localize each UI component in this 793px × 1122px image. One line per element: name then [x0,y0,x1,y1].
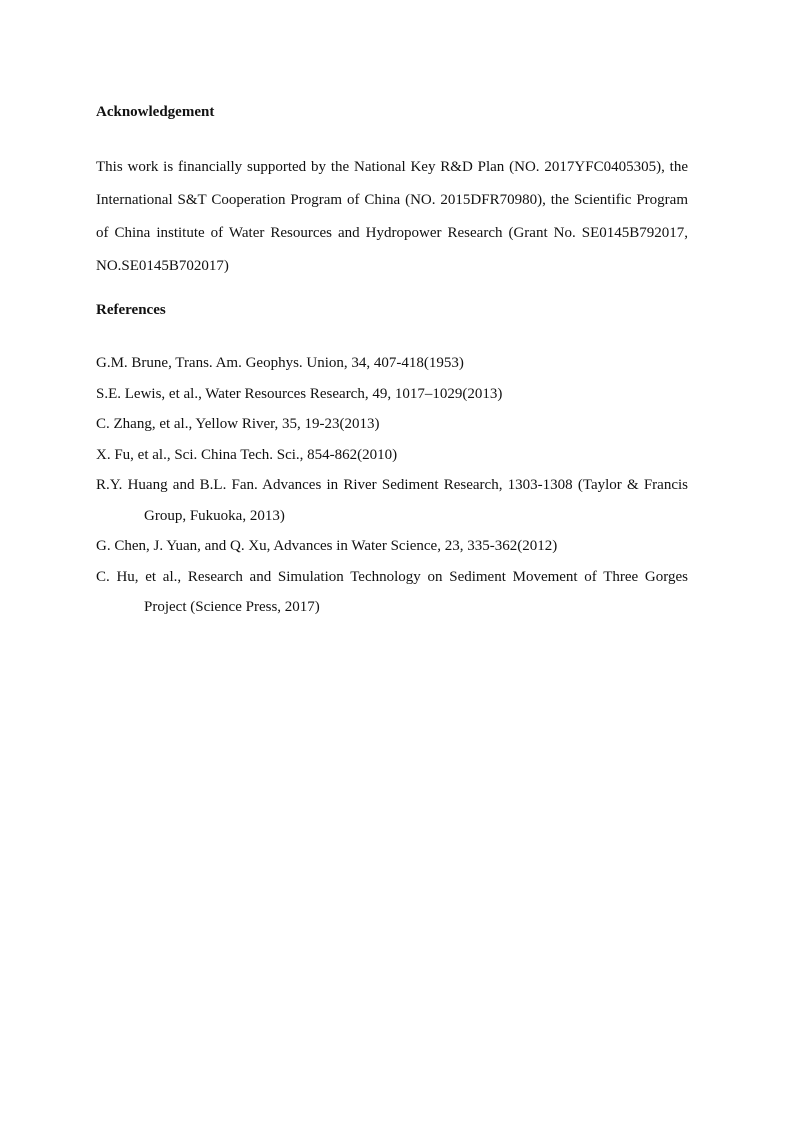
reference-item: S.E. Lewis, et al., Water Resources Research, 49, 1017–1029(2013) [96,385,503,402]
reference-item: G.M. Brune, Trans. Am. Geophys. Union, 34, 407-418(1953) [96,355,464,371]
reference-item: G. Chen, J. Yuan, and Q. Xu, Advances in Water Science, 23, 335-362(2012) [96,538,558,554]
references-heading: References [96,302,166,318]
reference-item: R.Y. Huang and B.L. Fan. Advances in River Sediment Research, 1303-1308 (Taylor & Francis Group, Fukuoka, 2013) [96,477,688,524]
acknowledgement-heading: Acknowledgement [96,104,215,120]
reference-item: C. Zhang, et al., Yellow River, 35, 19-23(2013) [96,416,380,432]
acknowledgement-body: This work is financially supported by the National Key R&D Plan (NO. 2017YFC0405305), the International S&T Cooperation Program of China (NO. 2015DFR70980), the Scientific Program of China institute of Water Resources and Hydropower Research (Grant No. SE0145B792017, NO.SE0145B702017) [96,159,688,274]
reference-list [96,348,688,623]
reference-item: X. Fu, et al., Sci. China Tech. Sci., 854-862(2010) [96,446,398,463]
reference-item: C. Hu, et al., Research and Simulation Technology on Sediment Movement of Three Gorges Project (Science Press, 2017) [96,568,688,615]
